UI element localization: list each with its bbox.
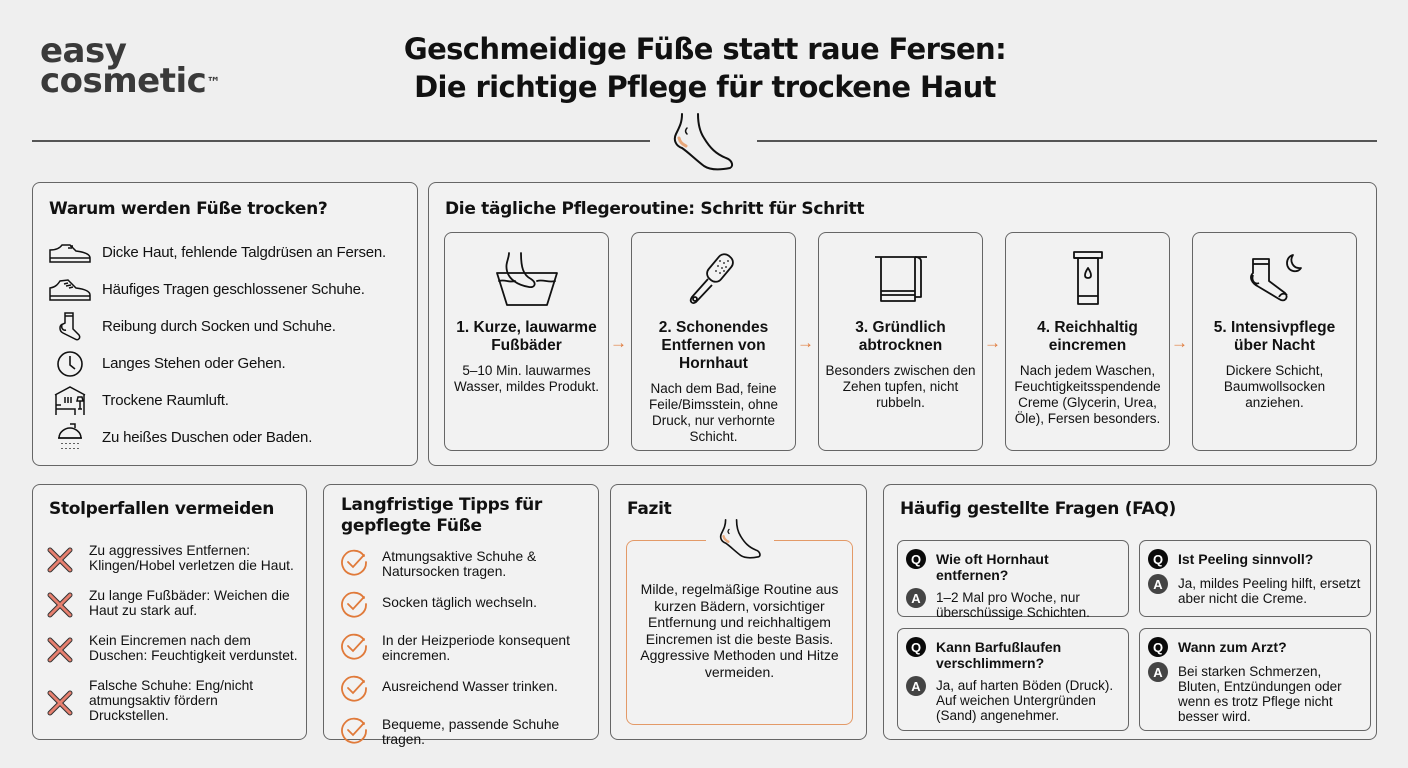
shoe-icon bbox=[47, 238, 93, 268]
arrow-icon: → bbox=[984, 333, 1001, 352]
cross-icon bbox=[47, 633, 77, 668]
faq-question bbox=[906, 637, 1120, 671]
brand-line-2: cosmetic bbox=[40, 61, 207, 101]
list-item bbox=[340, 589, 582, 623]
question-badge: Q bbox=[1148, 637, 1168, 657]
list-item bbox=[340, 715, 582, 749]
faq-answer bbox=[906, 588, 1120, 620]
routine-step-2 bbox=[631, 232, 796, 451]
conclusion-box bbox=[626, 540, 853, 725]
faq-item bbox=[897, 628, 1129, 731]
routine-step-5 bbox=[1192, 232, 1357, 451]
cross-icon bbox=[47, 588, 77, 623]
sock-moon-icon bbox=[1193, 233, 1356, 315]
check-circle-icon bbox=[340, 715, 370, 749]
step-text: Dickere Schicht, Baumwollsocken anziehen. bbox=[1223, 363, 1326, 410]
foot-icon bbox=[706, 517, 774, 566]
foot-file-icon bbox=[632, 233, 795, 315]
list-item bbox=[340, 547, 582, 581]
arrow-icon: → bbox=[797, 333, 814, 352]
list-item bbox=[47, 633, 299, 668]
step-title: 4. Reichhaltig eincremen bbox=[1037, 319, 1138, 354]
faq-item bbox=[1139, 628, 1371, 731]
sock-icon bbox=[47, 312, 93, 342]
faq-question bbox=[906, 549, 1120, 583]
faq-answer bbox=[1148, 574, 1362, 606]
tips-list bbox=[340, 547, 582, 757]
list-item bbox=[47, 420, 386, 455]
shower-icon bbox=[47, 423, 93, 453]
why-text: Reibung durch Socken und Schuhe. bbox=[102, 318, 336, 335]
routine-step-4 bbox=[1005, 232, 1170, 451]
tips-card bbox=[323, 484, 599, 747]
towel-icon bbox=[819, 233, 982, 315]
list-item bbox=[47, 309, 386, 344]
answer-text: 1–2 Mal pro Woche, nur überschüssige Schichten. bbox=[936, 590, 1090, 620]
list-item bbox=[47, 383, 386, 418]
answer-badge: A bbox=[1148, 662, 1168, 682]
step-title: 1. Kurze, lauwarme Fußbäder bbox=[456, 319, 597, 354]
answer-badge: A bbox=[1148, 574, 1168, 594]
question-badge: Q bbox=[906, 637, 926, 657]
arrow-icon: → bbox=[1171, 333, 1188, 352]
why-dry-feet-card bbox=[32, 182, 418, 466]
list-item bbox=[47, 272, 386, 307]
cross-icon bbox=[47, 543, 77, 578]
answer-text: Ja, mildes Peeling hilft, ersetzt aber nicht die Creme. bbox=[1178, 576, 1361, 606]
why-text: Langes Stehen oder Gehen. bbox=[102, 355, 286, 372]
conclusion-text: Milde, regelmäßige Routine aus kurzen Bädern, vorsichtiger Entfernung und reichhaltigem Eincremen ist die beste Basis. Aggressive Methoden und Hitze vermeiden. bbox=[640, 581, 839, 680]
pitfalls-card bbox=[32, 484, 307, 740]
routine-step-1 bbox=[444, 232, 609, 451]
laced-shoe-icon bbox=[47, 275, 93, 305]
pitfall-text: Kein Eincremen nach dem Duschen: Feuchtigkeit verdunstet. bbox=[89, 633, 298, 663]
brand-logo bbox=[40, 31, 220, 101]
list-item bbox=[47, 346, 386, 381]
title-line-2: Die richtige Pflege für trockene Haut bbox=[414, 70, 996, 104]
check-circle-icon bbox=[340, 589, 370, 623]
tip-text: Atmungsaktive Schuhe & Natursocken tragen. bbox=[382, 549, 537, 579]
foot-bath-icon bbox=[445, 233, 608, 315]
tip-text: Bequeme, passende Schuhe tragen. bbox=[382, 717, 560, 747]
trademark: ™ bbox=[206, 75, 220, 91]
question-text: Ist Peeling sinnvoll? bbox=[1178, 551, 1314, 567]
tip-text: Socken täglich wechseln. bbox=[382, 595, 537, 610]
cross-icon bbox=[47, 678, 77, 721]
question-badge: Q bbox=[906, 549, 926, 569]
foot-icon bbox=[668, 112, 738, 177]
step-text: Nach dem Bad, feine Feile/Bimsstein, ohne Druck, nur verhornte Schicht. bbox=[648, 381, 779, 444]
answer-badge: A bbox=[906, 588, 926, 608]
routine-title: Die tägliche Pflegeroutine: Schritt für Schritt bbox=[445, 199, 865, 219]
faq-answer bbox=[1148, 662, 1362, 724]
answer-badge: A bbox=[906, 676, 926, 696]
conclusion-title: Fazit bbox=[627, 499, 672, 519]
check-circle-icon bbox=[340, 631, 370, 665]
pitfall-text: Zu aggressives Entfernen: Klingen/Hobel verletzen die Haut. bbox=[89, 543, 294, 573]
clock-icon bbox=[47, 349, 93, 379]
step-text: Nach jedem Waschen, Feuchtigkeitsspendende Creme (Glycerin, Urea, Öle), Fersen besonders. bbox=[1014, 363, 1161, 426]
question-text: Kann Barfußlaufen verschlimmern? bbox=[936, 639, 1062, 671]
list-item bbox=[47, 235, 386, 270]
list-item bbox=[340, 631, 582, 665]
list-item bbox=[47, 543, 299, 578]
list-item bbox=[340, 673, 582, 707]
divider-left bbox=[32, 140, 650, 142]
answer-text: Ja, auf harten Böden (Druck). Auf weichen Untergründen (Sand) angenehmer. bbox=[936, 678, 1114, 723]
question-text: Wann zum Arzt? bbox=[1178, 639, 1287, 655]
check-circle-icon bbox=[340, 547, 370, 581]
question-badge: Q bbox=[1148, 549, 1168, 569]
cream-tube-icon bbox=[1006, 233, 1169, 315]
faq-answer bbox=[906, 676, 1120, 723]
pitfalls-list bbox=[47, 543, 299, 733]
pitfall-text: Falsche Schuhe: Eng/nicht atmungsaktiv fördern Druckstellen. bbox=[89, 678, 254, 723]
faq-item bbox=[897, 540, 1129, 620]
answer-text: Bei starken Schmerzen, Bluten, Entzündungen oder wenn es trotz Pflege nicht besser wird. bbox=[1178, 664, 1342, 724]
pitfalls-title: Stolperfallen vermeiden bbox=[49, 499, 274, 519]
pitfall-text: Zu lange Fußbäder: Weichen die Haut zu stark auf. bbox=[89, 588, 290, 618]
why-text: Häufiges Tragen geschlossener Schuhe. bbox=[102, 281, 365, 298]
list-item bbox=[47, 678, 299, 723]
arrow-icon: → bbox=[610, 333, 627, 352]
step-title: 3. Gründlich abtrocknen bbox=[855, 319, 946, 354]
faq-card bbox=[883, 484, 1377, 740]
brand-line-1: easy bbox=[40, 31, 127, 71]
step-title: 5. Intensivpflege über Nacht bbox=[1213, 319, 1336, 354]
why-title: Warum werden Füße trocken? bbox=[49, 199, 328, 219]
step-title: 2. Schonendes Entfernen von Hornhaut bbox=[658, 319, 769, 372]
faq-title: Häufig gestellte Fragen (FAQ) bbox=[900, 499, 1177, 519]
tips-title: Langfristige Tipps für gepflegte Füße bbox=[341, 495, 542, 536]
why-text: Zu heißes Duschen oder Baden. bbox=[102, 429, 313, 446]
routine-card bbox=[428, 182, 1377, 466]
title-line-1: Geschmeidige Füße statt raue Fersen: bbox=[403, 32, 1007, 66]
list-item bbox=[47, 588, 299, 623]
tip-text: Ausreichend Wasser trinken. bbox=[382, 679, 558, 694]
tip-text: In der Heizperiode konsequent eincremen. bbox=[382, 633, 570, 663]
why-list bbox=[47, 235, 386, 457]
why-text: Trockene Raumluft. bbox=[102, 392, 229, 409]
faq-question bbox=[1148, 549, 1362, 569]
check-circle-icon bbox=[340, 673, 370, 707]
faq-item bbox=[1139, 540, 1371, 617]
page-title bbox=[360, 30, 1050, 106]
divider-right bbox=[757, 140, 1377, 142]
routine-step-3 bbox=[818, 232, 983, 451]
step-text: 5–10 Min. lauwarmes Wasser, mildes Produkt. bbox=[453, 363, 600, 394]
conclusion-card bbox=[610, 484, 867, 740]
why-text: Dicke Haut, fehlende Talgdrüsen an Fersen. bbox=[102, 244, 386, 261]
faq-question bbox=[1148, 637, 1362, 657]
bedroom-heater-icon bbox=[47, 386, 93, 416]
step-text: Besonders zwischen den Zehen tupfen, nicht rubbeln. bbox=[825, 363, 976, 410]
question-text: Wie oft Hornhaut entfernen? bbox=[936, 551, 1049, 583]
